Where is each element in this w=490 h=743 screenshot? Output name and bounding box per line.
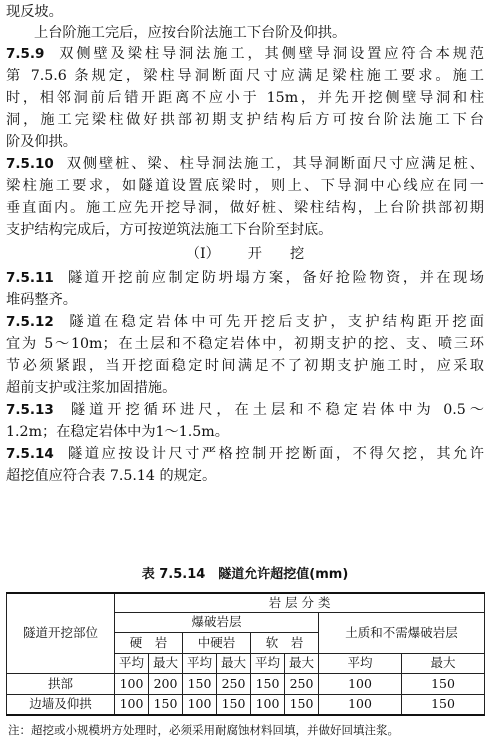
table-cell: 100 [319,673,402,694]
clause-7-5-12-line [6,312,484,332]
clause-number: 7.5.10 [6,156,54,172]
table-cell: 100 [115,694,149,715]
table-row [7,694,485,715]
text-line: 支护结构完成后，方可按逆筑法施工下台阶至封底。 [6,222,333,238]
max-header: 最大 [285,653,319,673]
table-row [7,673,485,694]
text-line: 时，相邻洞前后错开距离不应小于 15m，并先开挖侧壁导洞和柱 [6,90,484,106]
table-cell: 200 [149,673,183,694]
max-header: 最大 [402,653,485,673]
table-cell: 150 [217,694,251,715]
table-cell: 100 [115,673,149,694]
clause-text: 双侧壁及梁柱导洞法施工，其侧壁导洞设置应符合本规范 [59,46,484,62]
text-line: 上台阶施工完后，应按台阶法施工下台阶及仰拱。 [34,25,347,41]
soil-header: 土质和不需爆破岩层 [319,612,485,653]
table-title: 表 7.5.14 隧道允许超挖值(mm) [141,567,349,582]
avg-header: 平均 [251,653,285,673]
max-header: 最大 [217,653,251,673]
avg-header: 平均 [183,653,217,673]
clause-7-5-13-line [6,400,484,420]
text-line: 阶及仰拱。 [6,134,77,150]
row-label: 拱部 [7,673,115,694]
blast-header: 爆破岩层 [115,612,319,632]
table-cell: 250 [285,673,319,694]
section-heading [0,244,490,264]
clause-number: 7.5.14 [6,446,54,462]
clause-number: 7.5.9 [6,46,45,62]
text-line: 1.2m；在稳定岩体中为1～1.5m。 [6,424,229,440]
clause-text: 双侧壁桩、梁、柱导洞法施工，其导洞断面尺寸应满足桩、 [66,156,484,172]
text-line: 梁柱施工要求，如隧道设置底梁时，则上、下导洞中心线应在同一 [6,178,484,194]
rock-type-hard: 硬 岩 [115,632,183,653]
table-cell: 150 [402,673,485,694]
text-line: 宜为 5～10m；在土层和不稳定岩体中，初期支护的挖、支、喷三环 [6,336,484,352]
table-cell: 150 [149,694,183,715]
clause-7-5-9-line [6,44,484,64]
table-cell: 150 [251,673,285,694]
section-number: （Ⅰ） [185,246,220,262]
table-cell: 100 [319,694,402,715]
text-line: 垂直面内。施工应先开挖导洞，做好桩、梁柱结构，上台阶拱部初期 [6,200,484,216]
clause-7-5-10-line [6,154,484,174]
clause-text: 隧道开挖前应制定防坍塌方案，备好抢险物资，并在现场 [67,270,484,286]
text-line: 第 7.5.6 条规定，梁柱导洞断面尺寸应满足梁柱施工要求。施工 [6,68,484,84]
text-line: 洞，施工完梁柱做好拱部初期支护结构后方可按台阶法施工下台 [6,112,484,128]
clause-number: 7.5.12 [6,314,54,330]
rock-type-medium: 中硬岩 [183,632,251,653]
avg-header: 平均 [115,653,149,673]
clause-number: 7.5.13 [6,402,54,418]
text-line: 现反坡。 [6,4,63,20]
table-cell: 250 [217,673,251,694]
clause-text: 隧道在稳定岩体中可先开挖后支护，支护结构距开挖面 [69,314,484,330]
text-line: 堆码整齐。 [6,292,77,308]
section-word: 挖 [289,246,305,262]
table-cell: 100 [183,694,217,715]
clause-text: 隧道开挖循环进尺，在土层和不稳定岩体中为 0.5～ [70,402,484,418]
table-cell: 100 [251,694,285,715]
section-word: 开 [247,246,262,262]
clause-number: 7.5.11 [6,270,54,286]
overbreak-table [6,592,485,716]
table-cell: 150 [402,694,485,715]
table-cell: 150 [285,694,319,715]
max-header: 最大 [149,653,183,673]
text-line: 超挖值应符合表 7.5.14 的规定。 [6,468,217,484]
row-label: 边墙及仰拱 [7,694,115,715]
clause-text: 隧道应按设计尺寸严格控制开挖断面，不得欠挖，其允许 [67,446,484,462]
avg-header: 平均 [319,653,402,673]
text-line: 节必须紧跟，当开挖面稳定时间满足不了初期支护施工时，应采取 [6,358,484,374]
clause-7-5-14-line [6,444,484,464]
table-cell: 150 [183,673,217,694]
text-line: 超前支护或注浆加固措施。 [6,380,177,396]
clause-7-5-11-line [6,268,484,288]
group-header: 岩 层 分 类 [115,593,485,612]
table-note: 注：超挖或小规模坍方处理时，必须采用耐腐蚀材料回填，并做好回填注浆。 [8,723,399,737]
stub-header: 隧道开挖部位 [7,593,115,673]
rock-type-soft: 软 岩 [251,632,319,653]
